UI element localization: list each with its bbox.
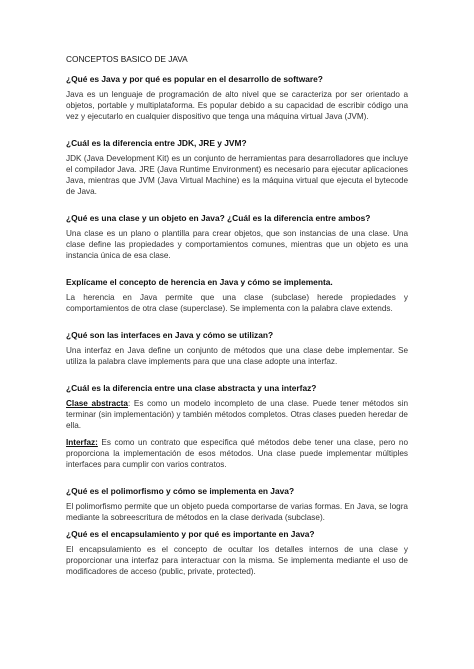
question-3: ¿Qué es una clase y un objeto en Java? ¿Cuál es la diferencia entre ambos? [66,213,371,223]
answer-5: Una interfaz en Java define un conjunto de métodos que una clase debe implementar. Se utiliza la palabra clave implements para que una clase adopte una interfaz. [66,346,408,366]
answer-2: JDK (Java Development Kit) es un conjunto de herramientas para desarrolladores que incluye el compilador Java. JRE (Java Runtime Environment) es necesario para ejecutar aplicaciones Java, mientras que JVM (Java Virtual Machine) es la máquina virtual que ejecuta el bytecode de Java. [66,154,408,196]
document-content [66,54,408,577]
question-6: ¿Cuál es la diferencia entre una clase abstracta y una interfaz? [66,383,317,393]
question-5: ¿Qué son las interfaces en Java y cómo se utilizan? [66,330,274,340]
answer-4: La herencia en Java permite que una clase (subclase) herede propiedades y comportamientos de otra clase (superclase). Se implementa con la palabra clave extends. [66,293,408,313]
term-abstract-class: Clase abstracta [66,399,128,408]
question-4: Explícame el concepto de herencia en Java y cómo se implementa. [66,277,333,287]
question-2: ¿Cuál es la diferencia entre JDK, JRE y JVM? [66,138,247,148]
answer-6-abstract-text: : Es como un modelo incompleto de una clase. Puede tener métodos sin terminar (sin implementación) y también métodos completos. Otras clases pueden heredar de ella. [66,399,408,430]
question-1: ¿Qué es Java y por qué es popular en el desarrollo de software? [66,74,323,84]
answer-6-interface [66,437,408,470]
question-7: ¿Qué es el polimorfismo y cómo se implementa en Java? [66,486,295,496]
answer-6-interface-text: Es como un contrato que especifica qué métodos debe tener una clase, pero no proporciona la implementación de esos métodos. Una clase puede implementar múltiples interfaces para cumplir con varios contratos. [66,438,408,469]
document-title: CONCEPTOS BASICO DE JAVA [66,54,188,64]
answer-6-abstract [66,398,408,431]
answer-8: El encapsulamiento es el concepto de ocultar los detalles internos de una clase y proporcionar una interfaz para interactuar con la misma. Se implementa mediante el uso de modificadores de acceso (public, private, protected). [66,545,408,576]
term-interface: Interfaz: [66,438,98,447]
answer-1: Java es un lenguaje de programación de alto nivel que se caracteriza por ser orientado a objetos, portable y multiplataforma. Es popular debido a su capacidad de escribir código una vez y ejecutarlo en cualquier dispositivo que tenga una máquina virtual Java (JVM). [66,90,408,121]
answer-3: Una clase es un plano o plantilla para crear objetos, que son instancias de una clase. Una clase define las propiedades y comportamientos comunes, mientras que un objeto es una instancia única de esa clase. [66,229,408,260]
answer-7: El polimorfismo permite que un objeto pueda comportarse de varias formas. En Java, se logra mediante la sobreescritura de métodos en la clase derivada (subclase). [66,502,408,522]
question-8: ¿Qué es el encapsulamiento y por qué es importante en Java? [66,529,315,539]
